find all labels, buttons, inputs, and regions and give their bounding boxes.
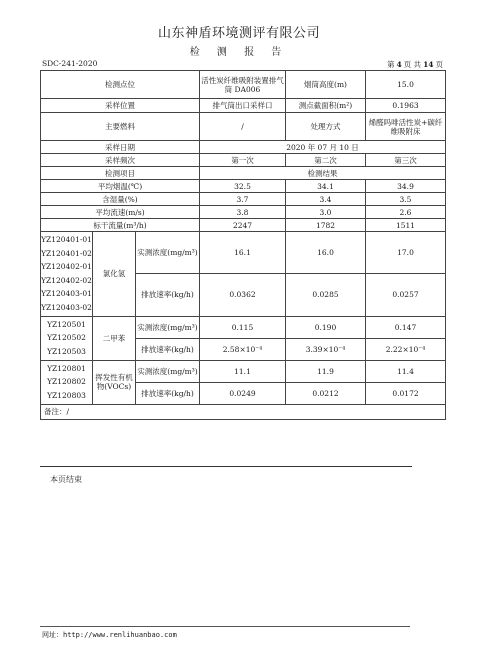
page-end-text: 本页结束 bbox=[50, 475, 82, 484]
page-indicator: 第 4 页 共 14 页 bbox=[386, 60, 443, 69]
treatment-value: 烯醛吗啡活性炭+碳纤维吸附床 bbox=[366, 113, 446, 141]
sample-code: YZ120402-02 bbox=[41, 275, 92, 285]
row-fuel bbox=[41, 113, 446, 141]
conc-value: 16.1 bbox=[200, 232, 286, 274]
sample-code: YZ120402-01 bbox=[41, 262, 92, 272]
param-value: 1511 bbox=[366, 219, 446, 232]
result-label: 检测结果 bbox=[200, 167, 446, 180]
param-label: 平均烟温(℃) bbox=[41, 180, 200, 193]
rate-value: 3.39×10⁻⁴ bbox=[286, 338, 366, 360]
fuel-value: / bbox=[200, 113, 286, 141]
row-item-header bbox=[41, 167, 446, 180]
row-param-flow bbox=[41, 219, 446, 232]
row-point bbox=[41, 71, 446, 99]
row-date bbox=[41, 141, 446, 154]
conc-value: 0.147 bbox=[366, 316, 446, 338]
report-title: 检 测 报 告 bbox=[189, 47, 289, 58]
stack-height-value: 15.0 bbox=[366, 71, 446, 99]
page-current: 4 bbox=[396, 60, 402, 69]
conc-value: 11.4 bbox=[366, 360, 446, 382]
sample-code: YZ120401-02 bbox=[41, 248, 92, 258]
rate-label: 排放速率(kg/h) bbox=[136, 338, 200, 360]
param-value: 3.8 bbox=[200, 206, 286, 219]
freq-2: 第二次 bbox=[286, 154, 366, 167]
rate-value: 2.58×10⁻⁴ bbox=[200, 338, 286, 360]
company-name: 山东神盾环境测评有限公司 bbox=[157, 26, 320, 41]
param-value: 34.9 bbox=[366, 180, 446, 193]
sample-code: YZ120501 bbox=[47, 319, 86, 329]
report-code: SDC-241-2020 bbox=[42, 59, 98, 68]
point-label: 检测点位 bbox=[41, 71, 200, 99]
rate-value: 0.0172 bbox=[366, 382, 446, 404]
rate-value: 0.0362 bbox=[200, 274, 286, 316]
conc-value: 17.0 bbox=[366, 232, 446, 274]
conc-value: 11.1 bbox=[200, 360, 286, 382]
row-sampling-position bbox=[41, 99, 446, 113]
sample-code: YZ120401-01 bbox=[41, 235, 92, 244]
sample-code: YZ120802 bbox=[47, 377, 86, 387]
param-value: 3.0 bbox=[286, 206, 366, 219]
row-xylene-conc bbox=[41, 316, 446, 338]
sample-code: YZ120801 bbox=[47, 363, 86, 373]
param-label: 平均流速(m/s) bbox=[41, 206, 200, 219]
param-label: 含湿量(%) bbox=[41, 193, 200, 206]
pollutant-name: 二甲苯 bbox=[93, 316, 136, 360]
section-area-label: 测点截面积(m²) bbox=[286, 99, 366, 113]
rate-value: 2.22×10⁻⁴ bbox=[366, 338, 446, 360]
point-value: 活性炭纤维吸附装置排气筒 DA006 bbox=[200, 71, 286, 99]
row-param-velocity bbox=[41, 206, 446, 219]
conc-value: 0.115 bbox=[200, 316, 286, 338]
row-frequency bbox=[41, 154, 446, 167]
rate-label: 排放速率(kg/h) bbox=[136, 382, 200, 404]
rate-value: 0.0257 bbox=[366, 274, 446, 316]
param-value: 1782 bbox=[286, 219, 366, 232]
treatment-label: 处理方式 bbox=[286, 113, 366, 141]
sample-codes bbox=[41, 316, 93, 360]
param-value: 3.5 bbox=[366, 193, 446, 206]
param-value: 3.4 bbox=[286, 193, 366, 206]
sample-codes bbox=[41, 232, 93, 317]
footer-divider bbox=[40, 626, 410, 627]
conc-value: 16.0 bbox=[286, 232, 366, 274]
row-param-moisture bbox=[41, 193, 446, 206]
rate-value: 0.0285 bbox=[286, 274, 366, 316]
stack-height-label: 烟筒高度(m) bbox=[286, 71, 366, 99]
date-label: 采样日期 bbox=[41, 141, 200, 154]
item-label: 检测项目 bbox=[41, 167, 200, 180]
row-hcl-conc bbox=[41, 232, 446, 274]
freq-3: 第三次 bbox=[366, 154, 446, 167]
param-value: 2247 bbox=[200, 219, 286, 232]
page-total: 14 bbox=[423, 60, 434, 69]
sample-codes bbox=[41, 360, 93, 404]
freq-label: 采样频次 bbox=[41, 154, 200, 167]
remark: 备注：/ bbox=[41, 404, 446, 419]
sample-code: YZ120803 bbox=[47, 390, 86, 400]
sample-code: YZ120403-01 bbox=[41, 289, 92, 299]
row-param-temp bbox=[41, 180, 446, 193]
row-vocs-conc bbox=[41, 360, 446, 382]
pollutant-name: 氯化氢 bbox=[93, 232, 136, 317]
conc-value: 0.190 bbox=[286, 316, 366, 338]
param-value: 2.6 bbox=[366, 206, 446, 219]
end-divider bbox=[40, 466, 412, 467]
sample-code: YZ120403-02 bbox=[41, 302, 92, 312]
rate-value: 0.0212 bbox=[286, 382, 366, 404]
sampling-pos-value: 排气筒出口采样口 bbox=[200, 99, 286, 113]
conc-label: 实测浓度(mg/m³) bbox=[136, 232, 200, 274]
pollutant-name: 挥发性有机物(VOCs) bbox=[93, 360, 136, 404]
param-value: 3.7 bbox=[200, 193, 286, 206]
param-label: 标干流量(m³/h) bbox=[41, 219, 200, 232]
conc-label: 实测浓度(mg/m³) bbox=[136, 316, 200, 338]
rate-value: 0.0249 bbox=[200, 382, 286, 404]
section-area-value: 0.1963 bbox=[366, 99, 446, 113]
row-remark bbox=[41, 404, 446, 419]
param-value: 32.5 bbox=[200, 180, 286, 193]
conc-value: 11.9 bbox=[286, 360, 366, 382]
sample-code: YZ120502 bbox=[47, 333, 86, 343]
freq-1: 第一次 bbox=[200, 154, 286, 167]
sampling-pos-label: 采样位置 bbox=[41, 99, 200, 113]
param-value: 34.1 bbox=[286, 180, 366, 193]
fuel-label: 主要燃料 bbox=[41, 113, 200, 141]
footer-website: 网址：http://www.renlihuanbao.com bbox=[42, 631, 177, 639]
conc-label: 实测浓度(mg/m³) bbox=[136, 360, 200, 382]
date-value: 2020 年 07 月 10 日 bbox=[200, 141, 446, 154]
rate-label: 排放速率(kg/h) bbox=[136, 274, 200, 316]
report-table bbox=[40, 70, 446, 420]
sample-code: YZ120503 bbox=[47, 346, 86, 356]
